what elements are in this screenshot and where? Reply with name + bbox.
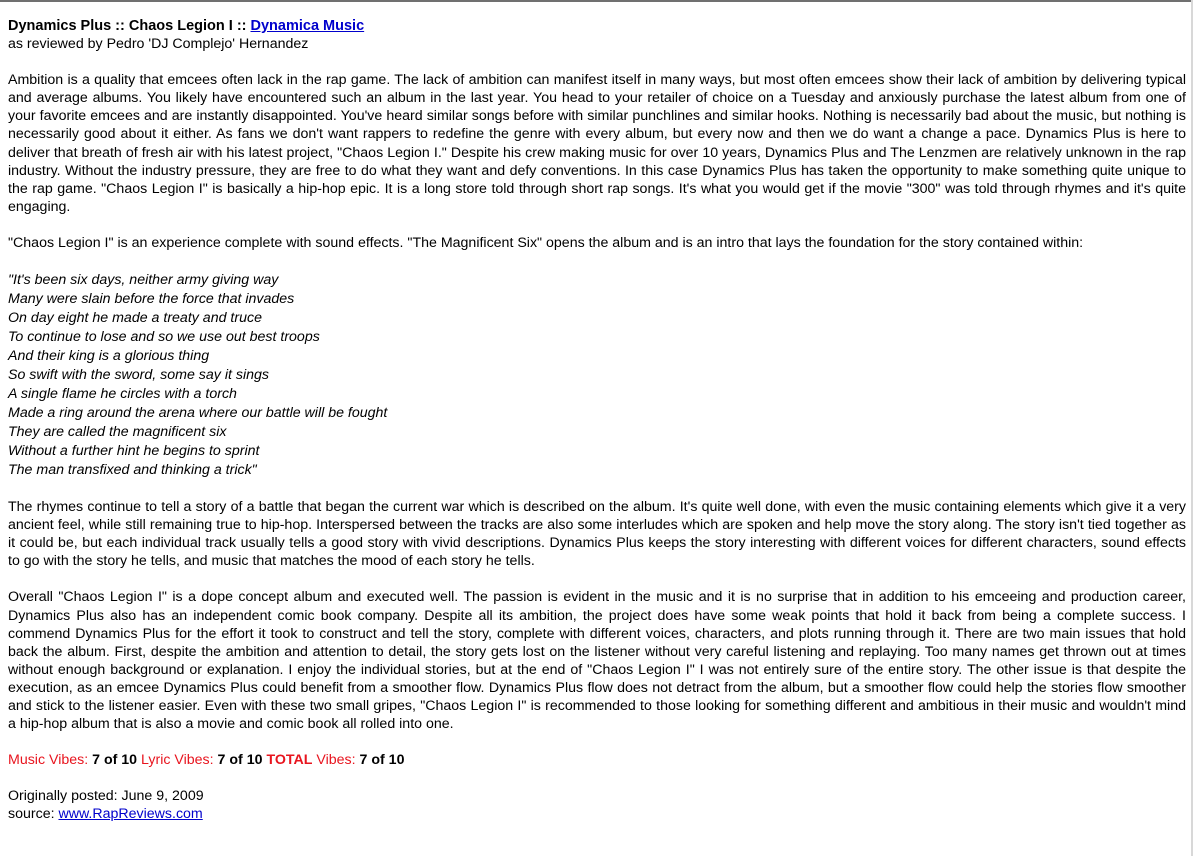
lyric-line: The man transfixed and thinking a trick" [8, 462, 257, 479]
review-paragraph-story: The rhymes continue to tell a story of a battle that began the current war which is described on the album. It's quite well done, with even the music containing elements which give it a very ancient feel, while still remaining true to hip-hop. Interspersed between the tracks are also some interludes which are spoken and help move the story along. The story isn't tied together as it could be, but each individual track usually tells a good story with vivid descriptions. Dynamics Plus keeps the story interesting with different voices for different characters, sound effects to go with the story he tells, and music that matches the mood of each story he tells. [8, 499, 1186, 570]
source-label: source: [8, 806, 59, 823]
total-vibes-label: Vibes: [316, 752, 356, 769]
lyric-line: To continue to lose and so we use out best troops [8, 329, 320, 346]
lyric-line: They are called the magnificent six [8, 424, 227, 441]
review-header [8, 17, 1186, 35]
lyric-line: So swift with the sword, some say it sings [8, 367, 269, 384]
lyric-line: A single flame he circles with a torch [8, 386, 237, 403]
posted-date: Originally posted: June 9, 2009 [8, 788, 204, 805]
lyrics-quote [8, 271, 1186, 480]
lyric-line: Without a further hint he begins to sprint [8, 443, 260, 460]
source-link[interactable]: www.RapReviews.com [58, 806, 203, 823]
total-label: TOTAL [266, 752, 313, 769]
window-top-border [0, 0, 1193, 2]
total-vibes-score: 7 of 10 [359, 752, 405, 769]
record-label-link[interactable]: Dynamica Music [250, 18, 365, 34]
review-paragraph-sound-effects: "Chaos Legion I" is an experience complete with sound effects. "The Magnificent Six" opens the album and is an intro that lays the foundation for the story contained within: [8, 234, 1084, 251]
review-paragraph-intro: Ambition is a quality that emcees often lack in the rap game. The lack of ambition can manifest itself in many ways, but most often emcees show their lack of ambition by delivering typical and average albums. You likely have encountered such an album in the last year. You head to your retailer of choice on a Tuesday and anxiously purchase the latest album from one of your favorite emcees and are instantly disappointed. You've heard similar songs before with similar punchlines and similar hooks. Nothing is necessarily bad about the music, but nothing is necessarily good about it either. As fans we don't want rappers to redefine the genre with every album, but every now and then we do want a change a pace. Dynamics Plus is here to deliver that breath of fresh air with his latest project, "Chaos Legion I." Despite his crew making music for over 10 years, Dynamics Plus and The Lenzmen are relatively unknown in the rap industry. Without the industry pressure, they are free to do what they want and defy conventions. In this case Dynamics Plus has taken the opportunity to make something quite unique to the rap game. "Chaos Legion I" is basically a hip-hop epic. It is a long store told through short rap songs. It's what you would get if the movie "300" was told through rhymes and it's quite engaging. [8, 72, 1186, 215]
lyric-line: And their king is a glorious thing [8, 348, 210, 365]
review-paragraph-overall: Overall "Chaos Legion I" is a dope concept album and executed well. The passion is evident in the music and it is no surprise that in addition to his emceeing and production career, Dynamics Plus also has an independent comic book company. Despite all its ambition, the project does have some weak points that hold it back from being a complete success. I commend Dynamics Plus for the effort it took to construct and tell the story, complete with different voices, characters, and plots running through it. There are two main issues that hold back the album. First, despite the ambition and attention to detail, the story gets lost on the listener without very careful listening and replaying. Too many names get thrown out at times without enough background or explanation. I enjoy the individual stories, but at the end of "Chaos Legion I" I was not entirely sure of the entire story. The other issue is that despite the execution, as an emcee Dynamics Plus could benefit from a smoother flow. Dynamics Plus flow does not detract from the album, but a smoother flow could help the stories flow smoother and stick to the listener easier. Even with these two small gripes, "Chaos Legion I" is recommended to those looking for something different and ambitious in their music and wouldn't mind a hip-hop album that is also a movie and comic book all rolled into one. [8, 589, 1186, 733]
music-vibes-score: 7 of 10 [92, 752, 138, 769]
lyric-vibes-score: 7 of 10 [217, 752, 263, 769]
music-vibes-label: Music Vibes: [8, 752, 89, 769]
lyric-line: "It's been six days, neither army giving way [8, 272, 279, 289]
lyric-vibes-label: Lyric Vibes: [141, 752, 214, 769]
ratings-line [8, 751, 1186, 769]
review-page [8, 17, 1186, 823]
lyric-line: Many were slain before the force that invades [8, 291, 295, 308]
source-line [8, 805, 1186, 823]
lyric-line: On day eight he made a treaty and truce [8, 310, 262, 327]
lyric-line: Made a ring around the arena where our battle will be fought [8, 405, 388, 422]
review-title: Dynamics Plus :: Chaos Legion I :: [8, 18, 251, 34]
review-byline: as reviewed by Pedro 'DJ Complejo' Hernandez [8, 36, 309, 53]
